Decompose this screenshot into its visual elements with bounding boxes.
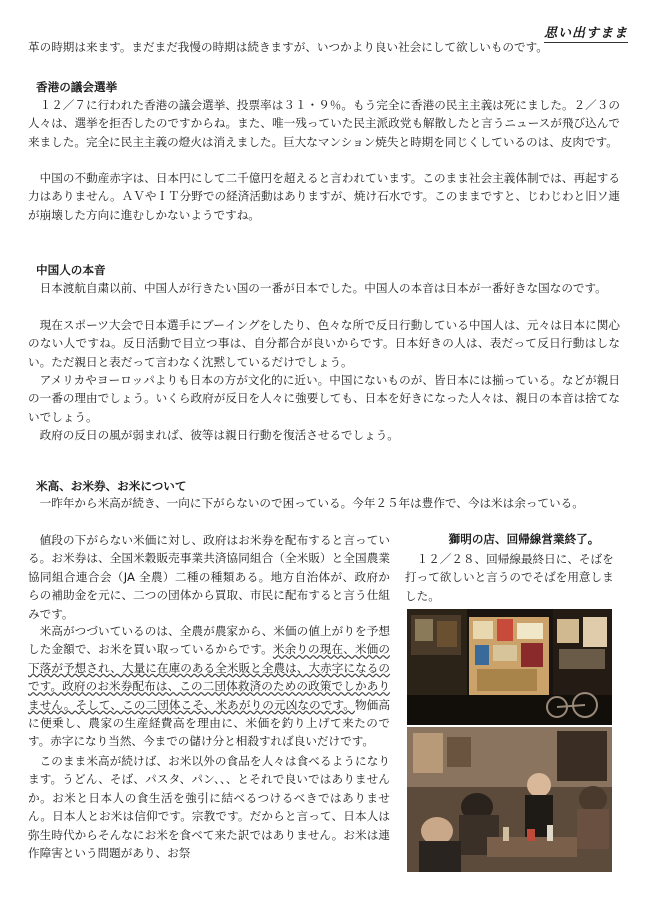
cn-paragraph-3: アメリカやヨーロッパよりも日本の方が文化的に近い。中国にないものが、皆日本には揃っている。などが親日の一番の理由でしょう。いくら政府が反日を人々に強要しても、日本を好きになった人々は、親日の本音は捨てないでしょう。: [28, 373, 620, 424]
closing-notice: [405, 530, 625, 605]
intro-paragraph: 革の時期は来ます。まだまだ我慢の時期は続きますが、いつかより良い社会にして欲しいものです。: [28, 40, 548, 54]
rice-paragraph-4: このまま米高が続けば、お米以外の食品を人々は食べるようになります。うどん、そば、パスタ、パン、、、とそれで良いではありませんか。お米と日本人の食生活を強引に結べるつけるべきではありません。日本人とお米は信仰です。宗教です。だからと言って、日本人は弥生時代からそんなにお米を食べて来た訳ではありません。お米は連作障害という問題があり、お祭: [28, 754, 390, 861]
rice-p3-text-a: 米高がつづいているのは、全農が農家から、米価の値上がりを予想した金額で、お米を買い取っているからです。: [28, 624, 390, 657]
closing-notice-title: 獅明の店、回帰線営業終了。: [448, 532, 600, 546]
hk-paragraph-2: 中国の不動産赤字は、日本円にして二千億円を超えると言われています。このまま社会主義体制では、再起する力はありません。ＡＶやＩＴ分野での経済活動はありますが、焼け石水です。このままですと、じわじわと旧ソ連が崩壊した方向に進むしかないようですね。: [28, 171, 620, 222]
shop-storefront-photo: [407, 609, 612, 725]
closing-notice-text: １２／２８、回帰線最終日に、そばを打って欲しいと言うのでそばを用意しました。: [405, 552, 614, 603]
rice-paragraph-1: 一昨年から米高が続き、一向に下がらないので困っている。今年２５年は豊作で、今は米は余っている。: [39, 496, 584, 510]
shop-interior-photo: [407, 727, 612, 872]
rice-paragraph-2: 値段の下がらない米価に対し、政府はお米券を配布すると言っている。お米券は、全国米穀販売事業共済協同組合（全米販）と全国農業協同組合連合会（JA 全農）二種の種類ある。地方自治体が、政府からの補助金を元に、二つの団体から買取、市民に配布すると言う仕組みです。: [28, 533, 390, 621]
rice-p3-text-c: 物価高に便乗し、農家の生産経費高を理由に、米価を釣り上げて来たのです。赤字になり当然、今までの儲け分と相殺すれば良いだけです。: [28, 697, 390, 749]
page-header-title: 思い出すまま: [544, 22, 628, 43]
cn-paragraph-4: 政府の反日の風が弱まれば、彼等は親日行動を復活させるでしょう。: [39, 428, 399, 442]
section-heading-hk: 香港の議会選挙: [36, 80, 118, 94]
cn-paragraph-1: 日本渡航自粛以前、中国人が行きたい国の一番が日本でした。中国人の本音は日本が一番好きな国なのです。: [39, 281, 607, 295]
section-heading-rice: 米高、お米券、お米について: [36, 479, 187, 493]
section-heading-cn: 中国人の本音: [36, 263, 106, 277]
hk-paragraph-1: １２／７に行われた香港の議会選挙、投票率は３１・９％。もう完全に香港の民主主義は死にました。２／３の人々は、選挙を拒否したのですからね。また、唯一残っていた民主派政党も解散したと言うニュースが飛び込んで来ました。完全に民主主義の燈火は消えました。巨大なマンション焼失と時期を同じくしているのは、皮肉です。: [28, 98, 620, 149]
cn-paragraph-2: 現在スポーツ大会で日本選手にブーイングをしたり、色々な所で反日行動している中国人は、元々は日本に関心のない人ですね。反日活動で目立つ事は、自分都合が良いからです。日本好きの人は、表だって反日行動はしない。ただ親日と表だって言わなく沈黙しているだけでしょう。: [28, 318, 620, 369]
rice-p3-underlined: 米余りの現在、米価の下落が予想され、大量に在庫のある全米販と全農は、大赤字になるのです。政府のお米券配布は、この二団体救済のための政策でしかありません。そして、この二団体こそ、米あがりの元凶なのです。: [28, 642, 390, 712]
rice-paragraph-3: [28, 622, 390, 751]
